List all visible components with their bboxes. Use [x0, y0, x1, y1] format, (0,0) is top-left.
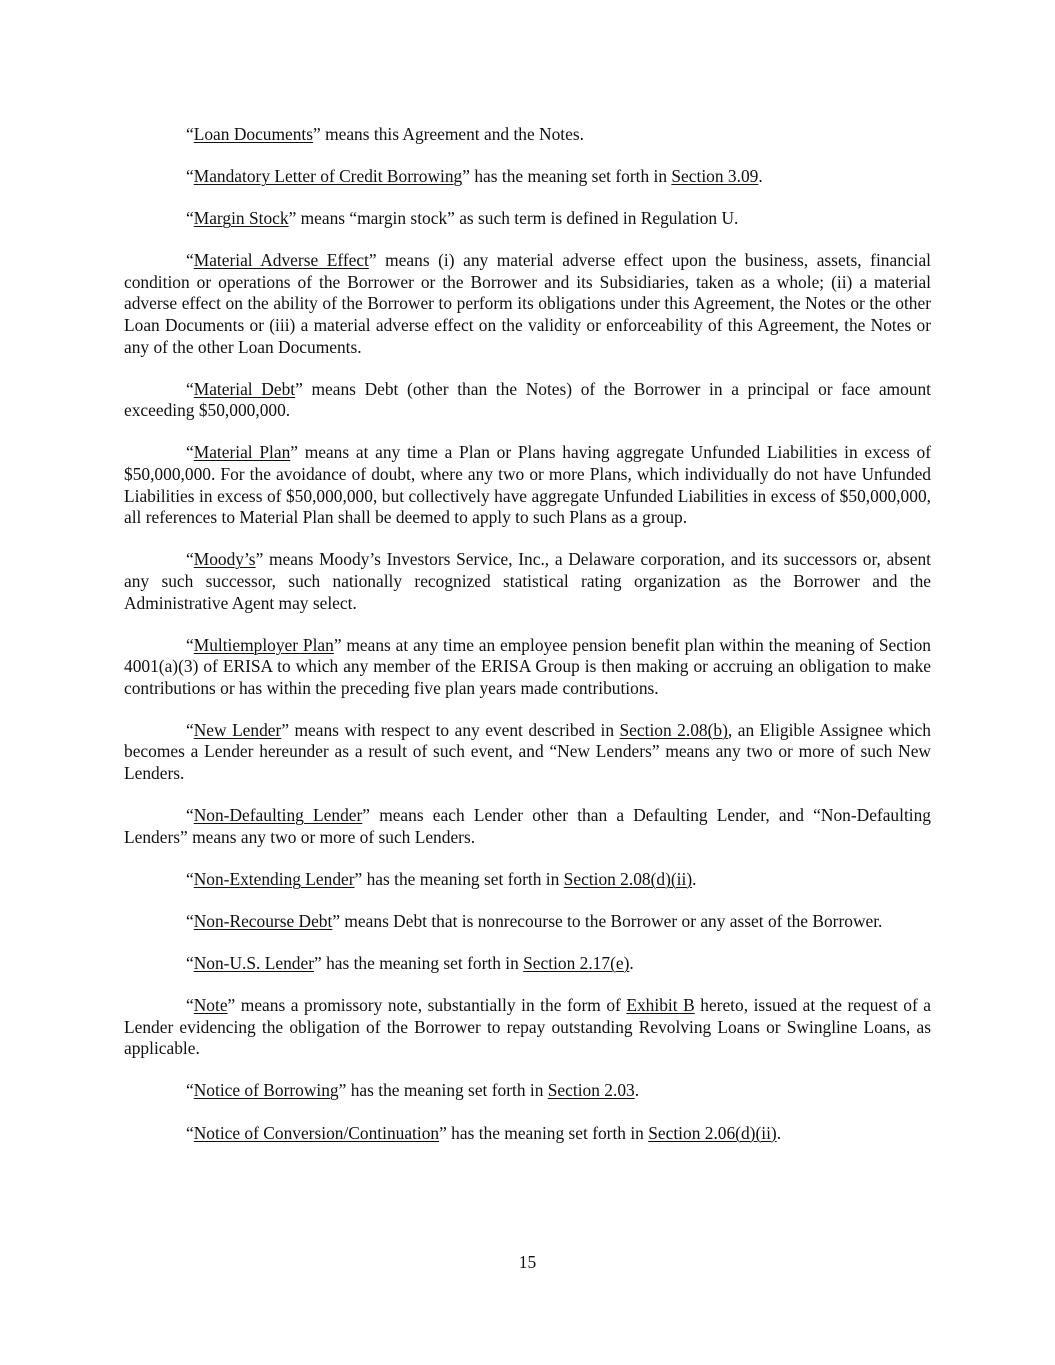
- open-quote: “: [186, 1080, 194, 1101]
- definition-text: ” means at any time an employee pension benefit plan within the meaning of Section 4001(a)(3) of ERISA to which any member of the ERISA Group is then making or accruing an obligation to make contributions or has within the preceding five plan years made contributions.: [124, 634, 931, 698]
- definition-text: ” means with respect to any event described in: [281, 719, 620, 740]
- definition-text: ” has the meaning set forth in: [314, 953, 524, 974]
- defined-term: Non-U.S. Lender: [193, 953, 314, 974]
- definition-text: ” means each Lender other than a Defaulting Lender, and “Non-Defaulting Lenders” means any two or more of such Lenders.: [124, 805, 931, 847]
- defined-term: Material Plan: [193, 442, 291, 463]
- defined-term: Non-Defaulting Lender: [193, 805, 363, 826]
- section-reference: Section 3.09: [671, 166, 759, 187]
- definition-text: ” means a promissory note, substantially in the form of: [227, 995, 627, 1016]
- definition-text: ” has the meaning set forth in: [338, 1080, 548, 1101]
- definition-material-plan: [124, 442, 931, 528]
- definition-text-end: .: [692, 868, 697, 889]
- section-reference: Section 2.17(e): [523, 953, 630, 974]
- definition-non-extending-lender: [124, 869, 931, 891]
- definition-non-recourse-debt: [124, 911, 931, 933]
- definition-new-lender: [124, 720, 931, 785]
- definition-multiemployer-plan: [124, 635, 931, 700]
- open-quote: “: [186, 1122, 194, 1143]
- definition-text-end: .: [758, 166, 763, 187]
- definition-text-end: hereto, issued at the request of a Lender evidencing the obligation of the Borrower to repay outstanding Revolving Loans or Swingline Loans, as applicable.: [124, 995, 932, 1059]
- definition-text-end: .: [776, 1122, 782, 1143]
- open-quote: “: [186, 124, 194, 144]
- open-quote: “: [186, 208, 194, 229]
- document-page: [124, 124, 931, 1165]
- open-quote: “: [186, 250, 194, 271]
- definition-text: ” means (i) any material adverse effect upon the business, assets, financial condition or operations of the Borrower or the Borrower and its Subsidiaries, taken as a whole; (ii) a material adverse effect on the ability of the Borrower to perform its obligations under this Agreement, the Notes or the other Loan Documents or (iii) a material adverse effect on the validity or enforceability of this Agreement, the Notes or any of the other Loan Documents.: [124, 250, 931, 357]
- open-quote: “: [186, 805, 194, 826]
- definition-text-end: .: [634, 1080, 640, 1101]
- definition-text: ” means Debt (other than the Notes) of the Borrower in a principal or face amount exceeding $50,000,000.: [124, 378, 931, 421]
- definition-mandatory-lc-borrowing: [124, 166, 931, 188]
- section-reference: Section 2.08(d)(ii): [563, 868, 693, 889]
- open-quote: “: [186, 634, 194, 655]
- section-reference: Section 2.06(d)(ii): [648, 1122, 777, 1143]
- defined-term: Notice of Conversion/Continuation: [193, 1122, 440, 1143]
- section-reference: Section 2.08(b): [619, 719, 728, 740]
- exhibit-reference: Exhibit B: [626, 995, 695, 1016]
- defined-term: Multiemployer Plan: [193, 634, 334, 655]
- open-quote: “: [186, 719, 194, 740]
- open-quote: “: [186, 868, 194, 889]
- definition-text: ” has the meaning set forth in: [462, 166, 672, 187]
- definition-margin-stock: [124, 208, 931, 230]
- defined-term: Moody’s: [193, 549, 256, 570]
- defined-term: Margin Stock: [193, 208, 289, 229]
- definition-text: ” means Debt that is nonrecourse to the Borrower or any asset of the Borrower.: [332, 910, 883, 931]
- definition-text: ” means “margin stock” as such term is defined in Regulation U.: [288, 208, 739, 229]
- definition-text: ” has the meaning set forth in: [439, 1122, 649, 1143]
- open-quote: “: [186, 549, 194, 570]
- open-quote: “: [186, 378, 194, 399]
- defined-term: Notice of Borrowing: [193, 1080, 339, 1101]
- definition-text: ” means at any time a Plan or Plans having aggregate Unfunded Liabilities in excess of $50,000,000. For the avoidance of doubt, where any two or more Plans, which individually do not have Unfunded Liabilities in excess of $50,000,000, but collectively have aggregate Unfunded Liabilities in excess of $50,000,000, all references to Material Plan shall be deemed to apply to such Plans as a group.: [124, 442, 931, 528]
- open-quote: “: [186, 166, 194, 187]
- definition-text: ” has the meaning set forth in: [354, 868, 564, 889]
- defined-term: Material Adverse Effect: [193, 250, 369, 271]
- defined-term: New Lender: [193, 719, 282, 740]
- definition-non-us-lender: [124, 953, 931, 975]
- defined-term: Mandatory Letter of Credit Borrowing: [193, 166, 463, 187]
- defined-term: Material Debt: [193, 378, 296, 399]
- open-quote: “: [186, 953, 194, 974]
- definition-text: ” means this Agreement and the Notes.: [313, 124, 584, 144]
- page-number: 15: [518, 1252, 537, 1272]
- definition-note: [124, 995, 931, 1060]
- definition-notice-of-conversion-continuation: [124, 1123, 931, 1145]
- definition-text-end: , an Eligible Assignee which becomes a Lender hereunder as a result of such event, and “New Lenders” means any two or more of such New Lenders.: [124, 719, 931, 784]
- definition-moodys: [124, 549, 931, 614]
- definition-material-adverse-effect: [124, 250, 931, 358]
- definition-text-end: .: [629, 953, 634, 974]
- open-quote: “: [186, 910, 194, 931]
- open-quote: “: [186, 995, 194, 1016]
- definition-text: ” means Moody’s Investors Service, Inc., a Delaware corporation, and its successors or, absent any such successor, such nationally recognized statistical rating organization as the Borrower and the Administrative Agent may select.: [124, 549, 931, 613]
- open-quote: “: [186, 442, 194, 463]
- defined-term: Loan Documents: [193, 124, 314, 144]
- definition-material-debt: [124, 379, 931, 422]
- defined-term: Note: [193, 995, 228, 1016]
- defined-term: Non-Extending Lender: [193, 868, 355, 889]
- definition-notice-of-borrowing: [124, 1080, 931, 1102]
- defined-term: Non-Recourse Debt: [193, 910, 333, 931]
- section-reference: Section 2.03: [547, 1080, 635, 1101]
- definition-non-defaulting-lender: [124, 805, 931, 848]
- definition-loan-documents: [124, 124, 931, 146]
